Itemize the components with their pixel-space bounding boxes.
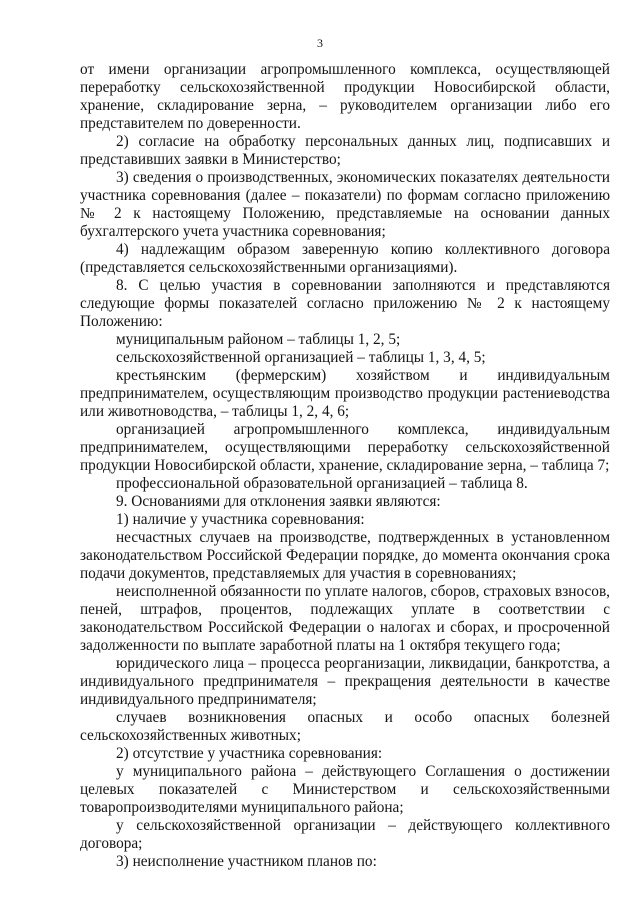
paragraph: организацией агропромышленного комплекса, индивидуальным предпринимателем, осуществляющими переработку сельскохозяйственной продукции Новосибирской области, хранение, складирование зерна, – таблица 7; — [80, 421, 610, 474]
paragraph: у сельскохозяйственной организации – действующего коллективного договора; — [80, 817, 610, 852]
paragraph: юридического лица – процесса реорганизации, ликвидации, банкротства, а индивидуального предпринимателя – прекращения деятельности в качестве индивидуального предпринимателя; — [80, 655, 610, 708]
paragraph: у муниципального района – действующего Соглашения о достижении целевых показателей с Министерством и сельскохозяйственными товаропроизводителями муниципального района; — [80, 763, 610, 816]
paragraph: 9. Основаниями для отклонения заявки являются: — [116, 493, 441, 510]
paragraph: 2) отсутствие у участника соревнования: — [116, 745, 383, 762]
document-body — [80, 61, 610, 871]
paragraph: муниципальным районом – таблицы 1, 2, 5; — [116, 331, 401, 348]
paragraph: от имени организации агропромышленного комплекса, осуществляющей переработку сельскохозяйственной продукции Новосибирской области, хранение, складирование зерна, – руководителем организации либо его представителем по доверенности. — [80, 61, 610, 132]
page-number: 3 — [317, 36, 323, 50]
paragraph: случаев возникновения опасных и особо опасных болезней сельскохозяйственных животных; — [80, 709, 610, 744]
paragraph: 2) согласие на обработку персональных данных лиц, подписавших и представивших заявки в Министерство; — [80, 133, 610, 168]
paragraph: 1) наличие у участника соревнования: — [116, 511, 365, 528]
paragraph: несчастных случаев на производстве, подтвержденных в установленном законодательством Российской Федерации порядке, до момента окончания срока подачи документов, представляемых для участия в соревнованиях; — [80, 529, 610, 582]
paragraph: 3) неисполнение участником планов по: — [116, 853, 377, 870]
paragraph: сельскохозяйственной организацией – таблицы 1, 3, 4, 5; — [116, 349, 486, 366]
paragraph: 3) сведения о производственных, экономических показателях деятельности участника соревнования (далее – показатели) по формам согласно приложению № 2 к настоящему Положению, представляемые на основании данных бухгалтерского учета участника соревнования; — [80, 169, 610, 240]
paragraph: крестьянским (фермерским) хозяйством и индивидуальным предпринимателем, осуществляющим производство продукции растениеводства или животноводства, – таблицы 1, 2, 4, 6; — [80, 367, 610, 420]
paragraph: профессиональной образовательной организацией – таблица 8. — [116, 475, 528, 492]
paragraph: неисполненной обязанности по уплате налогов, сборов, страховых взносов, пеней, штрафов, процентов, подлежащих уплате в соответствии с законодательством Российской Федерации о налогах и сборах, и просроченной задолженности по выплате заработной платы на 1 октября текущего года; — [80, 583, 610, 654]
paragraph: 4) надлежащим образом заверенную копию коллективного договора (представляется сельскохозяйственными организациями). — [80, 241, 610, 276]
paragraph: 8. С целью участия в соревновании заполняются и представляются следующие формы показателей согласно приложению № 2 к настоящему Положению: — [80, 277, 610, 330]
